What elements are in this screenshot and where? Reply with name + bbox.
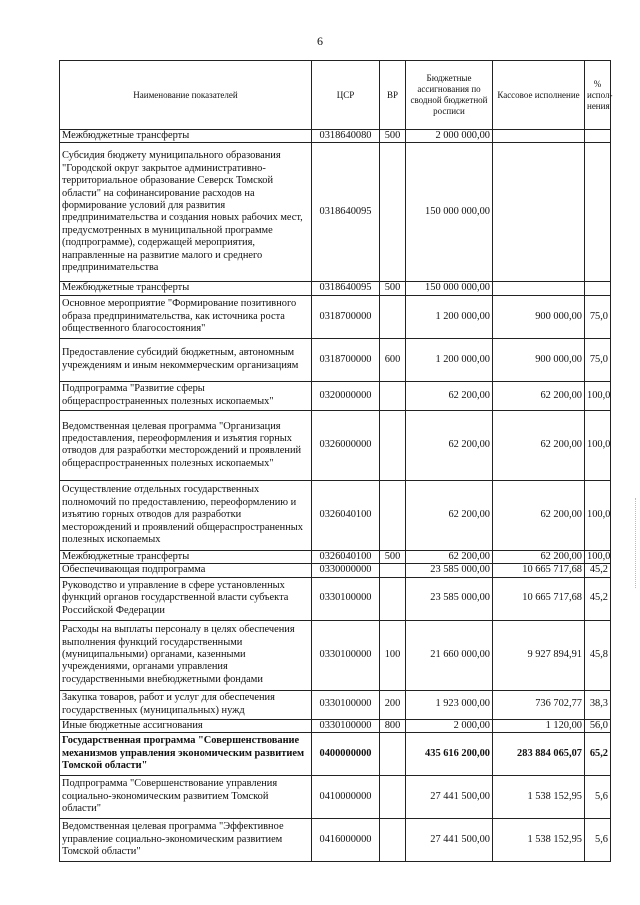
row-csr: 0320000000	[312, 381, 380, 410]
row-csr: 0400000000	[312, 733, 380, 776]
row-name: Обеспечивающая подпрограмма	[60, 564, 312, 577]
table-row	[60, 338, 611, 381]
row-vr	[380, 819, 406, 862]
row-csr: 0326040100	[312, 480, 380, 550]
header-cash: Кассовое исполнение	[493, 61, 585, 130]
row-name: Межбюджетные трансферты	[60, 550, 312, 563]
row-vr	[380, 381, 406, 410]
row-cash: 10 665 717,68	[493, 577, 585, 620]
table-row	[60, 733, 611, 776]
row-pct	[585, 282, 611, 295]
page-number: 6	[317, 34, 323, 48]
row-csr: 0330000000	[312, 564, 380, 577]
row-cash: 1 538 152,95	[493, 776, 585, 819]
row-vr: 200	[380, 690, 406, 719]
row-cash: 900 000,00	[493, 338, 585, 381]
row-csr: 0318640080	[312, 130, 380, 143]
row-vr	[380, 480, 406, 550]
row-budget: 150 000 000,00	[406, 282, 493, 295]
row-vr	[380, 577, 406, 620]
row-budget: 435 616 200,00	[406, 733, 493, 776]
row-name: Руководство и управление в сфере установленных функций органов государственной власти субъекта Российской Федерации	[60, 577, 312, 620]
row-budget: 62 200,00	[406, 410, 493, 480]
row-budget: 150 000 000,00	[406, 143, 493, 282]
row-pct: 56,0	[585, 719, 611, 732]
row-pct: 5,6	[585, 819, 611, 862]
table-row	[60, 719, 611, 732]
row-name: Ведомственная целевая программа "Организация предоставления, переоформления и изъятия горных отводов для разработки месторождений и проявлений общераспространенных полезных ископаемых"	[60, 410, 312, 480]
table-row	[60, 690, 611, 719]
row-csr: 0330100000	[312, 620, 380, 690]
row-budget: 62 200,00	[406, 480, 493, 550]
row-budget: 62 200,00	[406, 381, 493, 410]
table-row	[60, 564, 611, 577]
row-name: Субсидия бюджету муниципального образования "Городской округ закрытое административно-территориальное образование Северск Томской области" на софинансирование расходов на формирование условий для развития предпринимательства и создания новых рабочих мест, предусмотренных в муниципальной программе (подпрограмме), содержащей мероприятия, направленные на развитие малого и среднего предпринимательства	[60, 143, 312, 282]
header-budget: Бюджетные ассигнования по сводной бюджетной росписи	[406, 61, 493, 130]
row-pct: 100,0	[585, 550, 611, 563]
row-pct: 75,0	[585, 338, 611, 381]
table-row	[60, 143, 611, 282]
row-budget: 27 441 500,00	[406, 819, 493, 862]
row-name: Расходы на выплаты персоналу в целях обеспечения выполнения функций государственными (муниципальными) органами, казенными учреждениями, органами управления государственными внебюджетными фондами	[60, 620, 312, 690]
row-name: Иные бюджетные ассигнования	[60, 719, 312, 732]
row-cash	[493, 130, 585, 143]
row-vr	[380, 733, 406, 776]
row-pct: 45,8	[585, 620, 611, 690]
row-budget: 23 585 000,00	[406, 577, 493, 620]
row-csr: 0318700000	[312, 338, 380, 381]
row-pct: 45,2	[585, 564, 611, 577]
row-vr	[380, 776, 406, 819]
table-row	[60, 550, 611, 563]
table-row	[60, 295, 611, 338]
header-pct: % испол-нения	[585, 61, 611, 130]
table-row	[60, 819, 611, 862]
header-csr: ЦСР	[312, 61, 380, 130]
row-csr: 0330100000	[312, 719, 380, 732]
row-vr: 800	[380, 719, 406, 732]
row-name: Межбюджетные трансферты	[60, 130, 312, 143]
header-name: Наименование показателей	[60, 61, 312, 130]
row-csr: 0318700000	[312, 295, 380, 338]
row-cash: 62 200,00	[493, 480, 585, 550]
row-cash: 283 884 065,07	[493, 733, 585, 776]
row-csr: 0330100000	[312, 690, 380, 719]
row-csr: 0416000000	[312, 819, 380, 862]
row-vr: 600	[380, 338, 406, 381]
row-csr: 0326000000	[312, 410, 380, 480]
table-row	[60, 776, 611, 819]
row-name: Государственная программа "Совершенствование механизмов управления экономическим развитием Томской области"	[60, 733, 312, 776]
row-budget: 1 200 000,00	[406, 338, 493, 381]
row-pct	[585, 143, 611, 282]
row-budget: 23 585 000,00	[406, 564, 493, 577]
row-pct: 100,0	[585, 410, 611, 480]
row-csr: 0318640095	[312, 143, 380, 282]
row-name: Подпрограмма "Совершенствование управления социально-экономическим развитием Томской области"	[60, 776, 312, 819]
row-cash	[493, 282, 585, 295]
row-name: Межбюджетные трансферты	[60, 282, 312, 295]
row-vr: 500	[380, 130, 406, 143]
row-cash: 62 200,00	[493, 410, 585, 480]
row-budget: 2 000,00	[406, 719, 493, 732]
table-row	[60, 620, 611, 690]
row-cash: 1 120,00	[493, 719, 585, 732]
row-name: Подпрограмма "Развитие сферы общераспространенных полезных ископаемых"	[60, 381, 312, 410]
row-pct: 38,3	[585, 690, 611, 719]
row-pct: 75,0	[585, 295, 611, 338]
row-name: Осуществление отдельных государственных полномочий по предоставлению, переоформлению и изъятию горных отводов для разработки месторождений и проявлений общераспространенных полезных ископаемых	[60, 480, 312, 550]
table-row	[60, 130, 611, 143]
row-vr: 100	[380, 620, 406, 690]
row-name: Закупка товаров, работ и услуг для обеспечения государственных (муниципальных) нужд	[60, 690, 312, 719]
row-cash	[493, 143, 585, 282]
row-pct: 100,0	[585, 381, 611, 410]
row-budget: 27 441 500,00	[406, 776, 493, 819]
row-budget: 21 660 000,00	[406, 620, 493, 690]
row-name: Предоставление субсидий бюджетным, автономным учреждениям и иным некоммерческим организациям	[60, 338, 312, 381]
table-row	[60, 577, 611, 620]
row-name: Ведомственная целевая программа "Эффективное управление социально-экономическим развитием Томской области"	[60, 819, 312, 862]
row-budget: 1 200 000,00	[406, 295, 493, 338]
row-pct: 65,2	[585, 733, 611, 776]
table-row	[60, 282, 611, 295]
budget-execution-table	[59, 60, 611, 862]
table-row	[60, 410, 611, 480]
row-pct	[585, 130, 611, 143]
row-csr: 0330100000	[312, 577, 380, 620]
binding-edge-mark	[635, 498, 637, 588]
row-cash: 900 000,00	[493, 295, 585, 338]
row-vr	[380, 410, 406, 480]
row-vr	[380, 564, 406, 577]
row-csr: 0410000000	[312, 776, 380, 819]
row-cash: 9 927 894,91	[493, 620, 585, 690]
row-cash: 1 538 152,95	[493, 819, 585, 862]
row-budget: 2 000 000,00	[406, 130, 493, 143]
row-vr	[380, 143, 406, 282]
row-pct: 5,6	[585, 776, 611, 819]
table-row	[60, 381, 611, 410]
row-cash: 62 200,00	[493, 381, 585, 410]
table-row	[60, 480, 611, 550]
row-cash: 10 665 717,68	[493, 564, 585, 577]
row-pct: 100,0	[585, 480, 611, 550]
row-cash: 736 702,77	[493, 690, 585, 719]
row-csr: 0318640095	[312, 282, 380, 295]
row-vr: 500	[380, 282, 406, 295]
row-budget: 1 923 000,00	[406, 690, 493, 719]
row-pct: 45,2	[585, 577, 611, 620]
row-cash: 62 200,00	[493, 550, 585, 563]
row-vr	[380, 295, 406, 338]
row-vr: 500	[380, 550, 406, 563]
row-budget: 62 200,00	[406, 550, 493, 563]
header-vr: ВР	[380, 61, 406, 130]
table-header-row	[60, 61, 611, 130]
row-name: Основное мероприятие "Формирование позитивного образа предпринимательства, как источника роста общественного благосостояния"	[60, 295, 312, 338]
row-csr: 0326040100	[312, 550, 380, 563]
